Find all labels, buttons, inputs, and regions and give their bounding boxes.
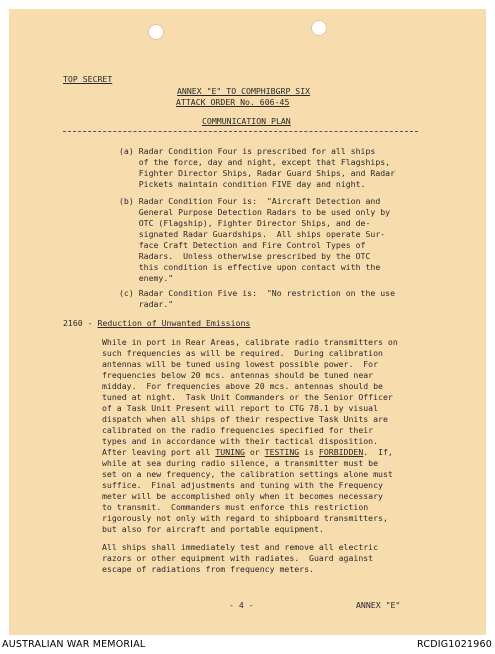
item-line: General Purpose Detection Radars to be used only by xyxy=(119,207,391,217)
para-line: midday. For frequencies above 20 mcs. antennas should be xyxy=(102,381,383,391)
item-line: OTC (Flagship), Fighter Director Ships, and de- xyxy=(119,218,371,228)
para-line: escape of radiations from frequency meters. xyxy=(102,564,314,574)
para-line-restriction xyxy=(102,447,393,457)
text-run: is xyxy=(299,447,319,457)
para-line: While in port in Rear Areas, calibrate radio transmitters on xyxy=(102,337,398,347)
para-line: meter will be accomplished only when it becomes necessary xyxy=(102,491,383,501)
annex-label: ANNEX "E" xyxy=(356,600,401,610)
para-line: dispatch when all ships of their respective Task Units are xyxy=(102,414,388,424)
para-line: antennas will be tuned using lowest possible power. For xyxy=(102,359,379,369)
testing-word: TESTING xyxy=(264,447,300,457)
annex-title: ANNEX "E" TO COMPHIBGRP SIX xyxy=(177,86,311,96)
para-line: while at sea during radio silence, a transmitter must be xyxy=(102,458,379,468)
item-line: (a) Radar Condition Four is prescribed for all ships xyxy=(119,146,376,156)
archive-name: AUSTRALIAN WAR MEMORIAL xyxy=(2,639,146,650)
para-line: set on a new frequency, the calibration settings alone must xyxy=(102,469,393,479)
punch-hole-left xyxy=(148,24,164,40)
text-run: . If, xyxy=(363,447,393,457)
section-title: COMMUNICATION PLAN xyxy=(202,116,291,126)
section-heading xyxy=(63,318,250,328)
page-number: - 4 - xyxy=(229,600,254,610)
para-line: such frequencies as will be required. During calibration xyxy=(102,348,383,358)
para-line: tuned at night. Task Unit Commanders or the Senior Officer xyxy=(102,392,393,402)
item-line: face Craft Detection and Fire Control Types of xyxy=(119,240,366,250)
forbidden-word: FORBIDDEN xyxy=(318,447,364,457)
item-line: this condition is effective upon contact with the xyxy=(119,262,381,272)
text-run: or xyxy=(244,447,265,457)
archive-id: RCDIG1021960 xyxy=(417,639,492,650)
header-divider xyxy=(63,131,418,132)
classification: TOP SECRET xyxy=(63,74,113,84)
text-run: After leaving port all xyxy=(102,447,216,457)
item-line: Fighter Director Ships, Radar Guard Ships, and Radar xyxy=(119,168,396,178)
para-line: types and in accordance with their tactical disposition. xyxy=(102,436,379,446)
archive-credit-bar xyxy=(0,636,495,654)
item-line: enemy." xyxy=(119,273,174,283)
para-line: to transmit. Commanders must enforce this restriction xyxy=(102,502,369,512)
para-line: of a Task Unit Present will report to CTG 78.1 by visual xyxy=(102,403,379,413)
attack-order: ATTACK ORDER No. 606-45 xyxy=(176,97,290,107)
section-heading-text: Reduction of Unwanted Emissions xyxy=(97,318,251,328)
tuning-word: TUNING xyxy=(215,447,245,457)
item-line: (b) Radar Condition Four is: "Aircraft Detection and xyxy=(119,196,381,206)
punch-hole-right xyxy=(311,20,327,36)
para-line: All ships shall immediately test and remove all electric xyxy=(102,542,379,552)
para-line: frequencies below 20 mcs. antennas should be tuned near xyxy=(102,370,374,380)
item-line: (c) Radar Condition Five is: "No restriction on the use xyxy=(119,288,396,298)
para-line: but also for aircraft and portable equipment. xyxy=(102,524,324,534)
para-line: suffice. Final adjustments and tuning with the Frequency xyxy=(102,480,383,490)
section-number: 2160 - xyxy=(63,318,98,328)
para-line: calibrated on the radio frequencies specified for their xyxy=(102,425,374,435)
item-line: Pickets maintain condition FIVE day and night. xyxy=(119,179,366,189)
item-line: signated Radar Guardships. All ships operate Sur- xyxy=(119,229,386,239)
item-line: Radars. Unless otherwise prescribed by the OTC xyxy=(119,251,371,261)
para-line: rigorously not only with regard to shipboard transmitters, xyxy=(102,513,388,523)
item-line: radar." xyxy=(119,299,174,309)
para-line: razors or other equipment with radiates. Guard against xyxy=(102,553,374,563)
item-line: of the force, day and night, except that Flagships, xyxy=(119,157,391,167)
